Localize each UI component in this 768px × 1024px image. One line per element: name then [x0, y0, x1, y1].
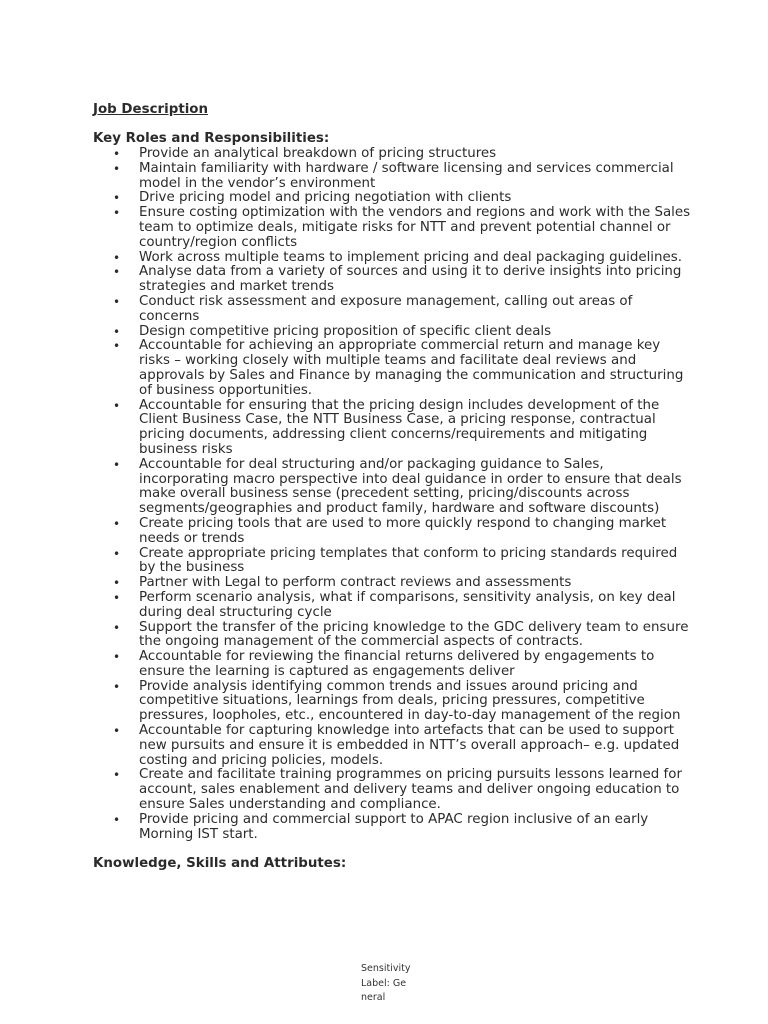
bullet-icon: •	[113, 546, 121, 561]
bullet-icon: •	[113, 590, 121, 605]
bullet-icon: •	[113, 294, 121, 309]
responsibility-text: Create and facilitate training programmes on pricing pursuits lessons learned for account, sales enablement and delivery teams and deliver ongoing education to ensure Sales understanding and compliance.	[139, 767, 682, 813]
responsibility-item	[93, 591, 693, 621]
responsibility-text: Maintain familiarity with hardware / software licensing and services commercial model in the vendor’s environment	[139, 160, 674, 191]
bullet-icon: •	[113, 147, 121, 161]
bullet-icon: •	[113, 679, 121, 694]
responsibility-text: Create pricing tools that are used to more quickly respond to changing market needs or trends	[139, 515, 667, 546]
responsibility-text: Design competitive pricing proposition of specific client deals	[139, 323, 552, 339]
responsibility-text: Perform scenario analysis, what if comparisons, sensitivity analysis, on key deal during deal structuring cycle	[139, 589, 676, 620]
responsibilities-list	[93, 147, 693, 842]
responsibility-item	[93, 650, 693, 680]
bullet-icon: •	[113, 265, 121, 280]
key-roles-heading: Key Roles and Responsibilities:	[93, 131, 330, 146]
responsibility-item	[93, 724, 693, 768]
responsibility-text: Work across multiple teams to implement pricing and deal packaging guidelines.	[139, 249, 682, 265]
responsibility-text: Partner with Legal to perform contract reviews and assessments	[139, 575, 572, 591]
bullet-icon: •	[113, 457, 121, 472]
bullet-icon: •	[113, 516, 121, 531]
responsibility-item	[93, 325, 693, 340]
bullet-icon: •	[113, 398, 121, 413]
bullet-icon: •	[113, 206, 121, 221]
responsibility-text: Ensure costing optimization with the vendors and regions and work with the Sales team to optimize deals, mitigate risks for NTT and prevent potential channel or country/region conflicts	[139, 205, 691, 250]
responsibility-text: Support the transfer of the pricing knowledge to the GDC delivery team to ensure the ongoing management of the commercial aspects of contracts.	[139, 619, 689, 650]
responsibility-text: Accountable for reviewing the financial returns delivered by engagements to ensure the learning is captured as engagements deliver	[139, 649, 655, 679]
responsibility-text: Accountable for ensuring that the pricing design includes development of the Client Business Case, the NTT Business Case, a pricing response, contractual pricing documents, addressing client concerns/requirements and mitigating business risks	[139, 397, 660, 457]
responsibility-text: Accountable for deal structuring and/or packaging guidance to Sales, incorporating macro perspective into deal guidance in order to ensure that deals make overall business sense (precedent setting, pricing/discounts across segments/geographies and product family, hardware and software discounts)	[139, 456, 682, 517]
bullet-icon: •	[113, 250, 121, 265]
bullet-icon: •	[113, 650, 121, 665]
document-body	[93, 101, 693, 872]
responsibility-item	[93, 547, 693, 577]
responsibility-text: Conduct risk assessment and exposure management, calling out areas of concerns	[139, 293, 633, 324]
sensitivity-label: Sensitivity Label: General	[361, 963, 411, 1003]
responsibility-item	[93, 191, 693, 206]
bullet-icon: •	[113, 576, 121, 591]
responsibility-item	[93, 768, 693, 812]
responsibility-text: Accountable for achieving an appropriate commercial return and manage key risks – working closely with multiple teams and facilitate deal reviews and approvals by Sales and Finance by managing the communication and structuring of business opportunities.	[139, 338, 684, 398]
responsibility-text: Drive pricing model and pricing negotiation with clients	[139, 190, 512, 206]
responsibility-item	[93, 162, 693, 192]
responsibility-item	[93, 339, 693, 398]
bullet-icon: •	[113, 339, 121, 354]
responsibility-item	[93, 680, 693, 724]
responsibility-text: Provide pricing and commercial support to APAC region inclusive of an early Morning IST start.	[139, 811, 649, 842]
responsibility-item	[93, 621, 693, 651]
responsibility-item	[93, 206, 693, 250]
responsibility-item	[93, 458, 693, 517]
responsibility-item	[93, 399, 693, 458]
responsibility-item	[93, 265, 693, 295]
responsibility-text: Provide an analytical breakdown of pricing structures	[139, 146, 497, 161]
responsibility-item	[93, 147, 693, 162]
responsibility-item	[93, 576, 693, 591]
bullet-icon: •	[113, 161, 121, 176]
document-title: Job Description	[93, 102, 209, 117]
responsibility-text: Analyse data from a variety of sources and using it to derive insights into pricing strategies and market trends	[139, 264, 682, 295]
responsibility-text: Accountable for capturing knowledge into artefacts that can be used to support new pursuits and ensure it is embedded in NTT’s overall approach– e.g. updated costing and pricing policies, models.	[139, 723, 680, 768]
bullet-icon: •	[113, 324, 121, 339]
bullet-icon: •	[113, 768, 121, 783]
responsibility-item	[93, 251, 693, 266]
responsibility-text: Create appropriate pricing templates that conform to pricing standards required by the business	[139, 545, 678, 576]
bullet-icon: •	[113, 812, 121, 827]
bullet-icon: •	[113, 620, 121, 635]
responsibility-item	[93, 517, 693, 547]
bullet-icon: •	[113, 724, 121, 739]
responsibility-item	[93, 295, 693, 325]
responsibility-text: Provide analysis identifying common trends and issues around pricing and competitive situations, learnings from deals, pricing pressures, competitive pressures, loopholes, etc., encountered in day-to-day management of the region	[139, 678, 681, 724]
responsibility-item	[93, 813, 693, 843]
bullet-icon: •	[113, 191, 121, 206]
knowledge-skills-heading: Knowledge, Skills and Attributes:	[93, 856, 347, 872]
